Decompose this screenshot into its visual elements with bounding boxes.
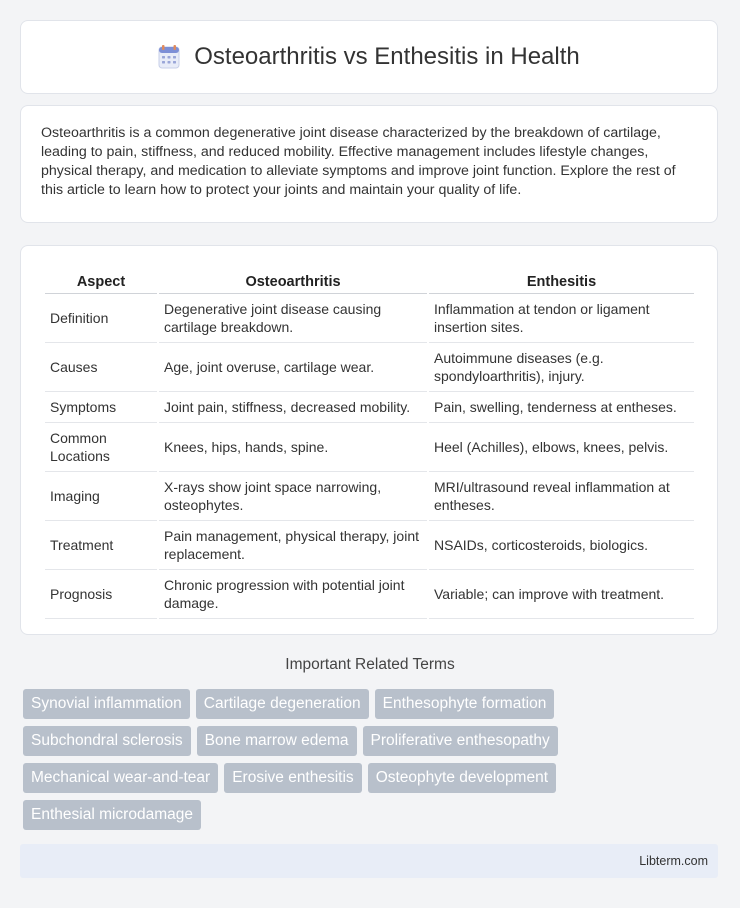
row-aspect-cell: Common Locations	[45, 423, 157, 472]
comparison-table-card	[20, 245, 718, 635]
table-row	[45, 570, 694, 619]
related-term-tag[interactable]: Osteophyte development	[368, 763, 556, 793]
row-aspect-cell: Imaging	[45, 472, 157, 521]
table-row	[45, 521, 694, 570]
related-term-tag[interactable]: Erosive enthesitis	[224, 763, 361, 793]
related-term-tag[interactable]: Synovial inflammation	[23, 689, 190, 719]
table-row	[45, 392, 694, 423]
related-term-tag[interactable]: Enthesial microdamage	[23, 800, 201, 830]
enthesitis-cell: MRI/ultrasound reveal inflammation at entheses.	[429, 472, 694, 521]
row-aspect-cell: Definition	[45, 294, 157, 343]
intro-card	[20, 105, 718, 223]
column-header-osteoarthritis: Osteoarthritis	[159, 266, 427, 294]
tag-row	[23, 726, 723, 756]
related-term-tag[interactable]: Enthesophyte formation	[375, 689, 555, 719]
comparison-table	[43, 266, 696, 619]
calendar-grid-icon	[158, 45, 180, 69]
table-header-row	[45, 266, 694, 294]
enthesitis-cell: Pain, swelling, tenderness at entheses.	[429, 392, 694, 423]
tag-row	[23, 763, 723, 793]
related-term-tag[interactable]: Bone marrow edema	[197, 726, 357, 756]
related-terms-tags	[23, 689, 723, 837]
row-aspect-cell: Causes	[45, 343, 157, 392]
enthesitis-cell: Variable; can improve with treatment.	[429, 570, 694, 619]
page-title: Osteoarthritis vs Enthesitis in Health	[194, 43, 580, 70]
column-header-enthesitis: Enthesitis	[429, 266, 694, 294]
table-row	[45, 472, 694, 521]
intro-paragraph: Osteoarthritis is a common degenerative joint disease characterized by the breakdown of cartilage, leading to pain, stiffness, and reduced mobility. Effective management includes lifestyle changes, physical therapy, and medication to alleviate symptoms and improve joint function. Explore the rest of this article to learn how to protect your joints and maintain your quality of life.	[41, 125, 676, 198]
related-term-tag[interactable]: Subchondral sclerosis	[23, 726, 191, 756]
table-row	[45, 343, 694, 392]
enthesitis-cell: Heel (Achilles), elbows, knees, pelvis.	[429, 423, 694, 472]
related-term-tag[interactable]: Mechanical wear-and-tear	[23, 763, 218, 793]
table-row	[45, 423, 694, 472]
osteoarthritis-cell: Knees, hips, hands, spine.	[159, 423, 427, 472]
related-term-tag[interactable]: Cartilage degeneration	[196, 689, 369, 719]
footer-site-link[interactable]: Libterm.com	[639, 854, 708, 868]
osteoarthritis-cell: Degenerative joint disease causing cartilage breakdown.	[159, 294, 427, 343]
osteoarthritis-cell: Age, joint overuse, cartilage wear.	[159, 343, 427, 392]
enthesitis-cell: Inflammation at tendon or ligament insertion sites.	[429, 294, 694, 343]
enthesitis-cell: NSAIDs, corticosteroids, biologics.	[429, 521, 694, 570]
footer	[20, 844, 718, 878]
osteoarthritis-cell: Joint pain, stiffness, decreased mobility.	[159, 392, 427, 423]
tag-row	[23, 689, 723, 719]
table-row	[45, 294, 694, 343]
related-term-tag[interactable]: Proliferative enthesopathy	[363, 726, 558, 756]
row-aspect-cell: Treatment	[45, 521, 157, 570]
column-header-aspect: Aspect	[45, 266, 157, 294]
related-terms-title: Important Related Terms	[285, 656, 455, 673]
osteoarthritis-cell: X-rays show joint space narrowing, osteophytes.	[159, 472, 427, 521]
header-card	[20, 20, 718, 94]
osteoarthritis-cell: Chronic progression with potential joint damage.	[159, 570, 427, 619]
enthesitis-cell: Autoimmune diseases (e.g. spondyloarthritis), injury.	[429, 343, 694, 392]
tag-row	[23, 800, 723, 830]
osteoarthritis-cell: Pain management, physical therapy, joint replacement.	[159, 521, 427, 570]
row-aspect-cell: Symptoms	[45, 392, 157, 423]
row-aspect-cell: Prognosis	[45, 570, 157, 619]
